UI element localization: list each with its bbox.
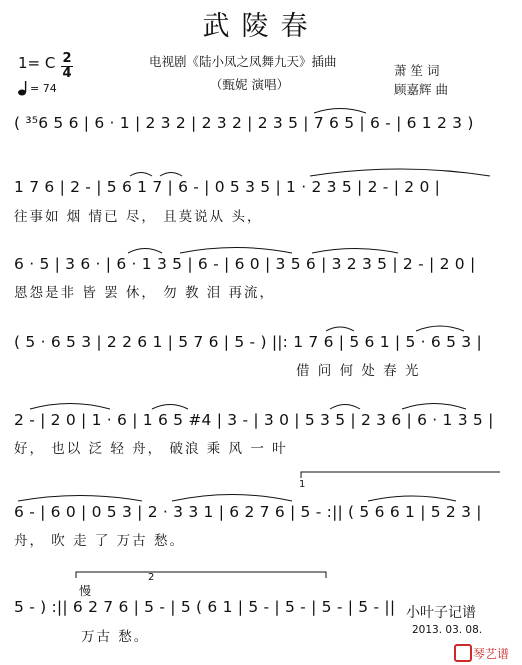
key-signature: 1= C — [18, 54, 56, 72]
page-title: 武陵春 — [202, 11, 320, 42]
watermark-site: 琴艺谱 — [473, 647, 510, 661]
subtitle: 电视剧《陆小凤之凤舞九天》插曲 — [149, 54, 337, 69]
time-signature-top: 2 — [62, 51, 72, 66]
staff-row-1: ( ³⁵6 5 6 | 6 · 1 | 2 3 2 | 2 3 2 | 2 3 5 | 7 6 5 | 6 - | 6 1 2 3 ) — [14, 114, 474, 132]
volta-2-number: 2 — [148, 572, 155, 583]
time-signature-bottom: 4 — [62, 66, 72, 81]
watermark-date: 2013. 03. 08. — [412, 624, 483, 636]
slow-mark: 慢 — [79, 584, 92, 598]
lyrics-row-3: 恩怨是非 皆 罢 休， 勿 教 泪 再流， — [14, 285, 276, 301]
singer: （甄妮 演唱） — [210, 77, 289, 92]
staff-row-3: 6 · 5 | 3 6 · | 6 · 1 3 5 | 6 - | 6 0 | 3 5 6 | 3 2 3 5 | 2 - | 2 0 | — [14, 255, 476, 273]
lyrics-row-7: 万古 愁。 — [81, 629, 150, 645]
lyrics-row-4: 借 问 何 处 春 光 — [296, 363, 421, 379]
site-logo-icon — [454, 644, 472, 662]
composer: 顾嘉辉 曲 — [394, 82, 448, 97]
lyrics-row-2: 往事如 烟 情已 尽， 且莫说从 头， — [14, 209, 263, 225]
volta-1-number: 1 — [299, 479, 306, 490]
lyricist: 萧 笙 词 — [394, 63, 440, 78]
staff-row-7: 5 - ) :|| 6 2 7 6 | 5 - | 5 ( 6 1 | 5 - | 5 - | 5 - | 5 - || — [14, 598, 396, 616]
watermark-name: 小叶子记谱 — [406, 605, 476, 621]
staff-row-2: 1 7 6 | 2 - | 5 6 1 7 | 6 - | 0 5 3 5 | 1 · 2 3 5 | 2 - | 2 0 | — [14, 178, 441, 196]
staff-row-5: 2 - | 2 0 | 1 · 6 | 1 6 5 #4 | 3 - | 3 0 | 5 3 5 | 2 3 6 | 6 · 1 3 5 | — [14, 411, 494, 429]
lyrics-row-6: 舟， 吹 走 了 万古 愁。 — [14, 533, 185, 549]
staff-row-6: 6 - | 6 0 | 0 5 3 | 2 · 3 3 1 | 6 2 7 6 | 5 - :|| ( 5 6 6 1 | 5 2 3 | — [14, 503, 482, 521]
staff-row-4: ( 5 · 6 5 3 | 2 2 6 1 | 5 7 6 | 5 - ) ||: 1 7 6 | 5 6 1 | 5 · 6 5 3 | — [14, 333, 482, 351]
lyrics-row-5: 好， 也以 泛 轻 舟， 破浪 乘 风 一 叶 — [14, 441, 288, 457]
tempo-mark: = 74 — [30, 82, 57, 95]
